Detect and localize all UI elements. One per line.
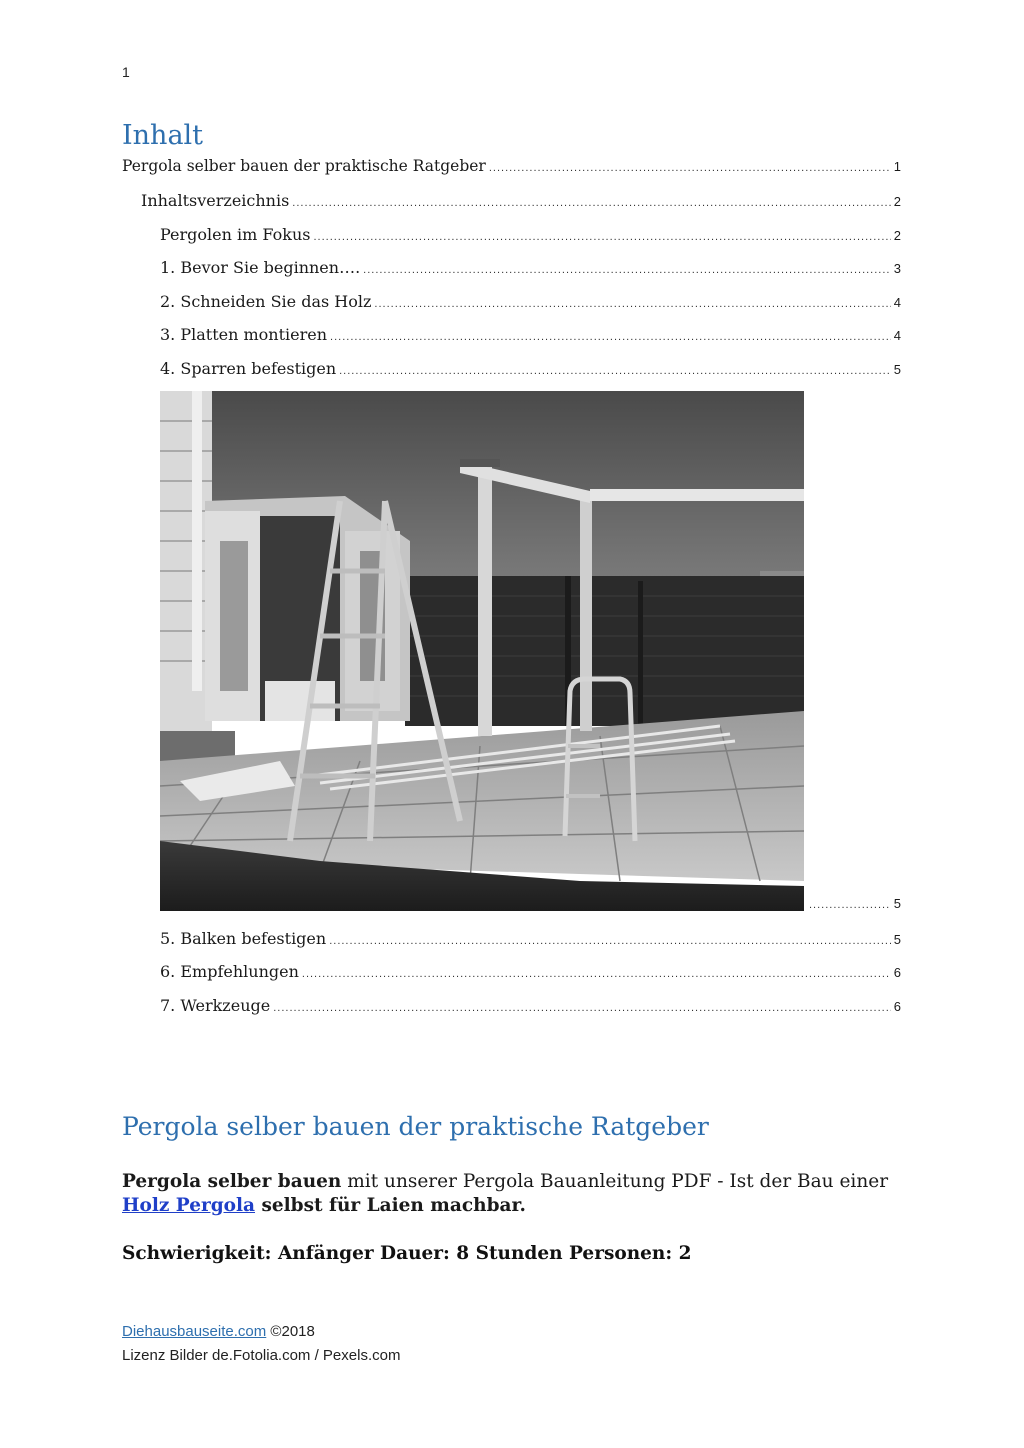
toc-entry-page: 3 bbox=[893, 261, 901, 276]
footer-copyright-line bbox=[122, 1320, 400, 1344]
toc-entry-title: 4. Sparren befestigen bbox=[160, 359, 337, 378]
toc-entry[interactable] bbox=[160, 325, 901, 347]
toc-leader-dots bbox=[489, 162, 891, 174]
toc-leader-dots bbox=[292, 197, 890, 209]
toc-entry-title: Pergolen im Fokus bbox=[160, 225, 311, 244]
pergola-construction-photo bbox=[160, 391, 804, 911]
toc-entry[interactable] bbox=[160, 292, 901, 314]
intro-bold-text: Pergola selber bauen bbox=[122, 1171, 342, 1192]
footer-copyright: ©2018 bbox=[266, 1323, 315, 1340]
toc-entry-page: 5 bbox=[893, 896, 901, 911]
toc-leader-dots bbox=[273, 1002, 891, 1014]
toc-leader-dots bbox=[339, 365, 891, 377]
toc-entry-page: 2 bbox=[893, 228, 901, 243]
toc-entry-title: 6. Empfehlungen bbox=[160, 962, 299, 981]
toc-leader-dots bbox=[809, 899, 891, 911]
intro-end-text: selbst für Laien machbar. bbox=[255, 1195, 526, 1216]
footer-license: Lizenz Bilder de.Fotolia.com / Pexels.com bbox=[122, 1347, 401, 1364]
toc-entry[interactable] bbox=[160, 962, 901, 984]
toc-entry-title: 7. Werkzeuge bbox=[160, 996, 271, 1015]
toc-entry-title: Inhaltsverzeichnis bbox=[141, 191, 290, 210]
toc-entry-title: 1. Bevor Sie beginnen…. bbox=[160, 258, 361, 277]
toc-entry-title: 5. Balken befestigen bbox=[160, 929, 327, 948]
toc-entry-page: 4 bbox=[893, 295, 901, 310]
toc-entry-page: 5 bbox=[893, 932, 901, 947]
toc-entry[interactable] bbox=[160, 258, 901, 280]
toc-entry[interactable] bbox=[160, 996, 901, 1018]
toc-leader-dots bbox=[330, 331, 891, 343]
toc-entry[interactable] bbox=[806, 896, 901, 918]
toc-leader-dots bbox=[302, 968, 891, 980]
toc-entry-title: 3. Platten montieren bbox=[160, 325, 328, 344]
toc-entry[interactable] bbox=[160, 359, 901, 381]
toc-leader-dots bbox=[313, 231, 890, 243]
difficulty-duration-persons: Schwierigkeit: Anfänger Dauer: 8 Stunden Personen: 2 bbox=[122, 1243, 692, 1264]
toc-heading: Inhalt bbox=[122, 120, 204, 151]
intro-text: mit unserer Pergola Bauanleitung PDF - Ist der Bau einer bbox=[341, 1171, 889, 1192]
toc-leader-dots bbox=[374, 298, 890, 310]
toc-entry-page: 4 bbox=[893, 328, 901, 343]
toc-entry[interactable] bbox=[122, 157, 901, 179]
page-footer bbox=[122, 1320, 400, 1368]
toc-entry-page: 6 bbox=[893, 999, 901, 1014]
intro-paragraph bbox=[122, 1170, 902, 1218]
toc-entry-page: 1 bbox=[893, 159, 901, 174]
toc-entry-page: 6 bbox=[893, 965, 901, 980]
toc-entry[interactable] bbox=[160, 929, 901, 951]
toc-entry-title: 2. Schneiden Sie das Holz bbox=[160, 292, 372, 311]
section-heading: Pergola selber bauen der praktische Ratgeber bbox=[122, 1112, 709, 1141]
toc-leader-dots bbox=[329, 935, 891, 947]
toc-entry[interactable] bbox=[160, 225, 901, 247]
footer-site-link[interactable]: Diehausbauseite.com bbox=[122, 1323, 267, 1340]
toc-entry-page: 5 bbox=[893, 362, 901, 377]
toc-entry-title: Pergola selber bauen der praktische Ratgeber bbox=[122, 157, 486, 175]
page-number: 1 bbox=[122, 64, 130, 80]
toc-entry[interactable] bbox=[141, 191, 901, 213]
holz-pergola-link[interactable]: Holz Pergola bbox=[122, 1195, 256, 1216]
toc-entry-page: 2 bbox=[893, 194, 901, 209]
toc-leader-dots bbox=[363, 264, 891, 276]
